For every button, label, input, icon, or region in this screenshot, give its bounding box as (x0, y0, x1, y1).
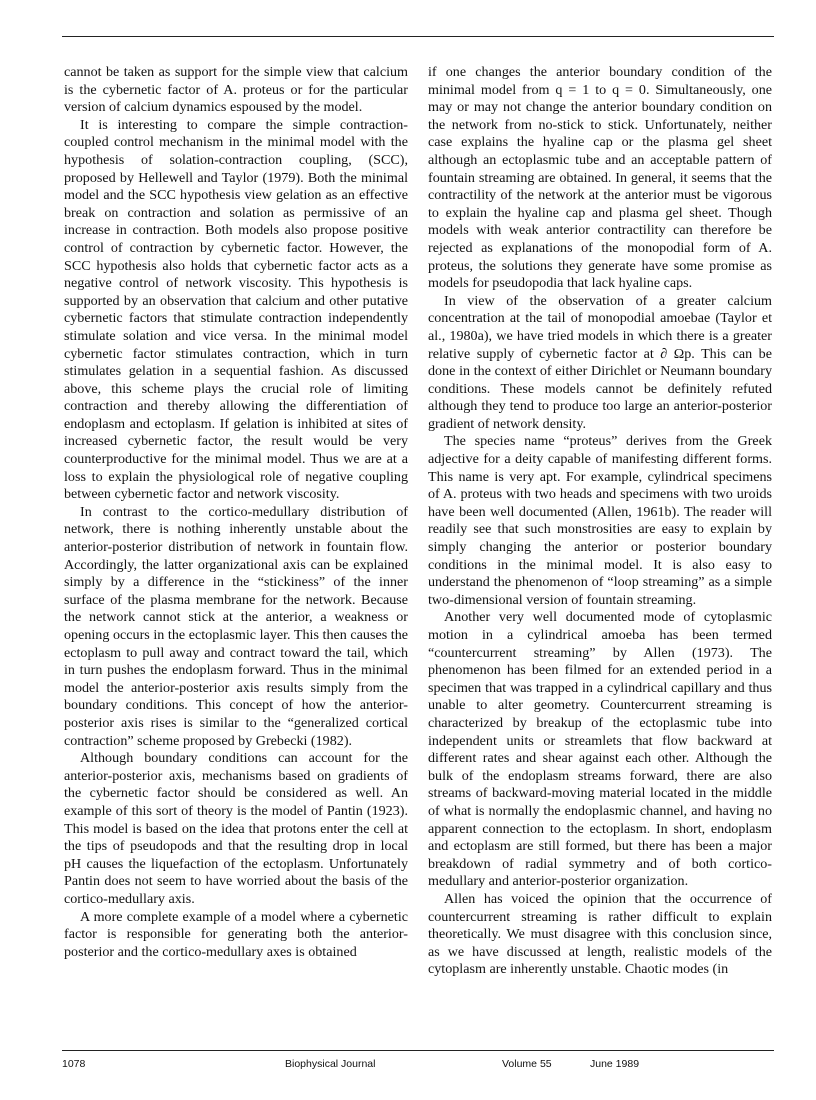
right-column (428, 64, 772, 979)
issue-date: June 1989 (590, 1058, 640, 1070)
paragraph: The species name “proteus” derives from the Greek adjective for a deity capable of manifesting different forms. This name is very apt. For example, cylindrical specimens of A. proteus with two heads and specimens with two uroids have been well documented (Allen, 1961b). The reader will readily see that such monstrosities are easy to explain by simply changing the anterior or posterior boundary conditions in the minimal model. It is also easy to understand the phenomenon of “loop streaming” as a simple two-dimensional version of fountain streaming. (428, 433, 772, 608)
top-rule (62, 36, 774, 37)
paragraph: Another very well documented mode of cytoplasmic motion in a cylindrical amoeba has been termed “countercurrent streaming” by Allen (1973). The phenomenon has been filmed for an extended period in a specimen that was trapped in a cylindrical capillary and thus unable to alter geometry. Countercurrent streaming is characterized by breakup of the ectoplasmic tube into independent units or streamlets that flow backward at different rates and shear against each other. Although the bulk of the endoplasm streams forward, there are also streams of backward-moving material located in the middle of what is normally the endoplasmic channel, and having no apparent connection to the ectoplasm. In short, endoplasm and ectoplasm are still formed, but there has been a major breakdown of radial symmetry and of both cortico-medullary and anterior-posterior organization. (428, 609, 772, 890)
paragraph: A more complete example of a model where a cybernetic factor is responsible for generating both the anterior-posterior and the cortico-medullary axes is obtained (64, 908, 408, 960)
page-number: 1078 (62, 1058, 86, 1070)
paragraph: Although boundary conditions can account for the anterior-posterior axis, mechanisms based on gradients of the cybernetic factor should be considered as well. An example of this sort of theory is the model of Pantin (1923). This model is based on the idea that protons enter the cell at the tips of pseudopods and that the resulting drop in local pH causes the liquefaction of the ectoplasm. Unfortunately Pantin does not seem to have worried about the basis of the cortico-medullary axis. (64, 750, 408, 907)
volume-number: Volume 55 (502, 1058, 552, 1070)
paragraph: Allen has voiced the opinion that the occurrence of countercurrent streaming is rather difficult to explain theoretically. We must disagree with this conclusion since, as we have discussed at length, realistic models of the cytoplasm are inherently unstable. Chaotic modes (in (428, 890, 772, 978)
paragraph: In view of the observation of a greater calcium concentration at the tail of monopodial amoebae (Taylor et al., 1980a), we have tried models in which there is a greater relative supply of cybernetic factor at ∂ Ωp. This can be done in the context of either Dirichlet or Neumann boundary conditions. These models cannot be definitely refuted although they tend to produce too large an anterior-posterior gradient of network density. (428, 292, 772, 432)
bottom-rule (62, 1050, 774, 1051)
paragraph: In contrast to the cortico-medullary distribution of network, there is nothing inherently unstable about the anterior-posterior distribution of network in fountain flow. Accordingly, the latter organizational axis can be explained simply by a difference in the “stickiness” of the inner surface of the plasma membrane for the network. Because the network cannot stick at the anterior, a weakness or opening occurs in the ectoplasmic layer. This then causes the ectoplasm to pull away and contract toward the tail, which in turn pushes the endoplasm forward. Thus in the minimal model the anterior-posterior axis results simply from the boundary conditions. This concept of how the anterior-posterior axis rises is similar to the “generalized cortical contraction” scheme proposed by Grebecki (1982). (64, 503, 408, 749)
paragraph: cannot be taken as support for the simple view that calcium is the cybernetic factor of A. proteus or for the particular version of calcium dynamics espoused by the model. (64, 64, 408, 116)
left-column (64, 64, 408, 961)
paragraph: It is interesting to compare the simple contraction-coupled control mechanism in the minimal model with the hypothesis of solation-contraction coupling, (SCC), proposed by Hellewell and Taylor (1979). Both the minimal model and the SCC hypothesis view gelation as an effective break on contraction and solation as permissive of an increase in contraction. Both models also propose positive control of contraction by cybernetic factor. However, the SCC hypothesis also holds that cybernetic factor acts as a negative control of network viscosity. This hypothesis is supported by an observation that calcium and other putative cybernetic factors that stimulate contraction independently stimulate solation and vice versa. In the minimal model cybernetic factor stimulates contraction, which in turn stimulates gelation in a sequential fashion. As discussed above, this scheme plays the crucial role of limiting contraction and thereby allowing the differentiation of endoplasm and ectoplasm. If gelation is inhibited at sites of increased cybernetic factor, the result would be very counterproductive for the minimal model. Thus we are at a loss to explain the physiological role of negative coupling between cybernetic factor and network viscosity. (64, 116, 408, 503)
paragraph: if one changes the anterior boundary condition of the minimal model from q = 1 to q = 0. Simultaneously, one may or may not change the anterior boundary condition on the network from no-stick to stick. Unfortunately, neither case explains the hyaline cap or the plasma gel sheet although an ectoplasmic tube and an acceptable pattern of fountain streaming are obtained. In general, it seems that the contractility of the network at the anterior must be vigorous to explain the hyaline cap and plasma gel sheet. Though models with weak anterior contractility can therefore be rejected as explanations of the monopodial form of A. proteus, the solutions they generate have some promise as models for pseudopodia that lack hyaline caps. (428, 64, 772, 292)
journal-name: Biophysical Journal (285, 1058, 376, 1070)
page-footer (62, 1058, 774, 1072)
